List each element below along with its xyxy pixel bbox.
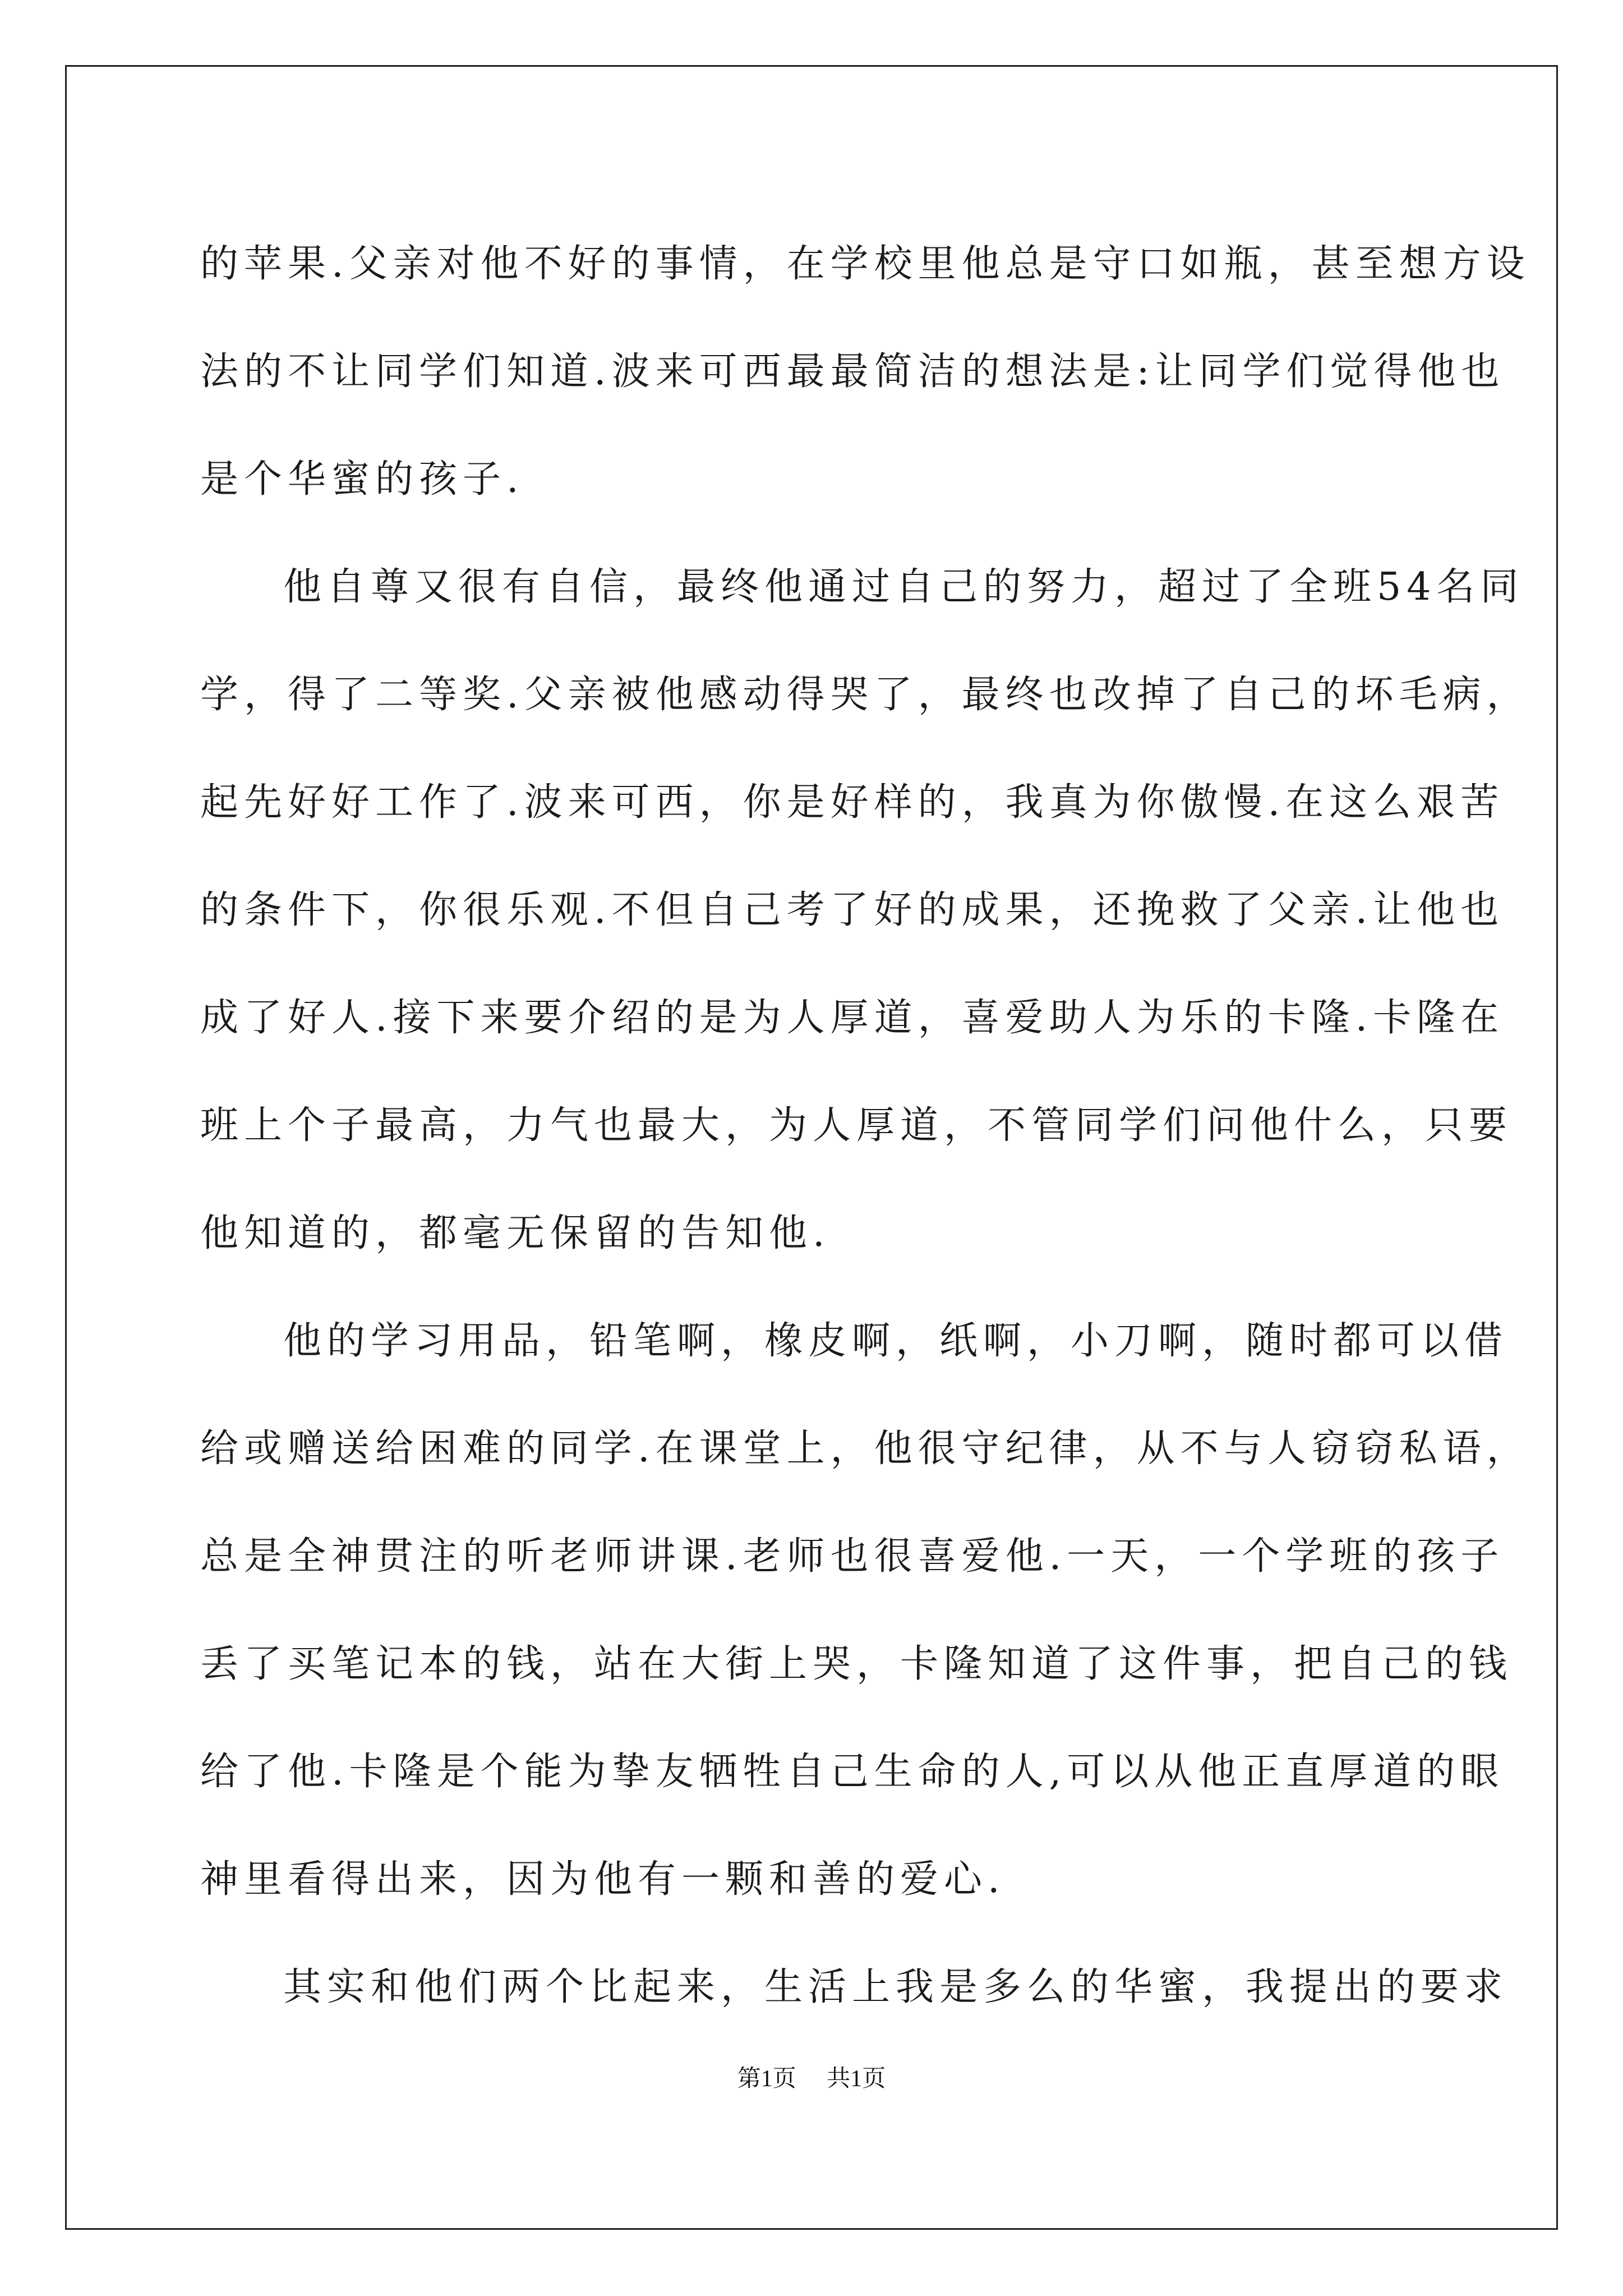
text-line: 丢了买笔记本的钱，站在大街上哭，卡隆知道了这件事，把自己的钱: [200, 1642, 1513, 1686]
text-line: 他知道的，都毫无保留的告知他.: [200, 1211, 831, 1255]
paragraph-start-line: 他自尊又很有自信，最终他通过自己的努力，超过了全班54名同: [283, 565, 1524, 609]
text-line: 的苹果.父亲对他不好的事情，在学校里他总是守口如瓶，甚至想方设: [200, 242, 1530, 286]
paragraph-start-line: 他的学习用品，铅笔啊，橡皮啊，纸啊，小刀啊，随时都可以借: [283, 1319, 1509, 1363]
text-line: 神里看得出来，因为他有一颗和善的爱心.: [200, 1857, 1006, 1902]
text-line: 的条件下，你很乐观.不但自己考了好的成果，还挽救了父亲.让他也: [200, 888, 1505, 932]
document-body: [200, 210, 1530, 2041]
paragraph-start-line: 其实和他们两个比起来，生活上我是多么的华蜜，我提出的要求: [283, 1965, 1509, 2009]
text-line: 法的不让同学们知道.波来可西最最简洁的想法是:让同学们觉得他也: [200, 349, 1505, 394]
page-number: 第1页: [737, 2066, 796, 2092]
page-total: 共1页: [827, 2066, 886, 2092]
text-line: 总是全神贯注的听老师讲课.老师也很喜爱他.一天，一个学班的孩子: [200, 1534, 1505, 1579]
text-line: 成了好人.接下来要介绍的是为人厚道，喜爱助人为乐的卡隆.卡隆在: [200, 996, 1505, 1040]
text-line: 是个华蜜的孩子.: [200, 457, 524, 501]
text-line: 给了他.卡隆是个能为挚友牺牲自己生命的人,可以从他正直厚道的眼: [200, 1750, 1505, 1794]
text-line: 给或赠送给困难的同学.在课堂上，他很守纪律，从不与人窃窃私语，: [200, 1427, 1530, 1471]
text-line: 学，得了二等奖.父亲被他感动得哭了，最终也改掉了自己的坏毛病，: [200, 673, 1530, 717]
text-line: 起先好好工作了.波来可西，你是好样的，我真为你傲慢.在这么艰苦: [200, 780, 1505, 825]
text-line: 班上个子最高，力气也最大，为人厚道，不管同学们问他什么，只要: [200, 1103, 1513, 1148]
page-footer: [0, 2060, 1623, 2093]
